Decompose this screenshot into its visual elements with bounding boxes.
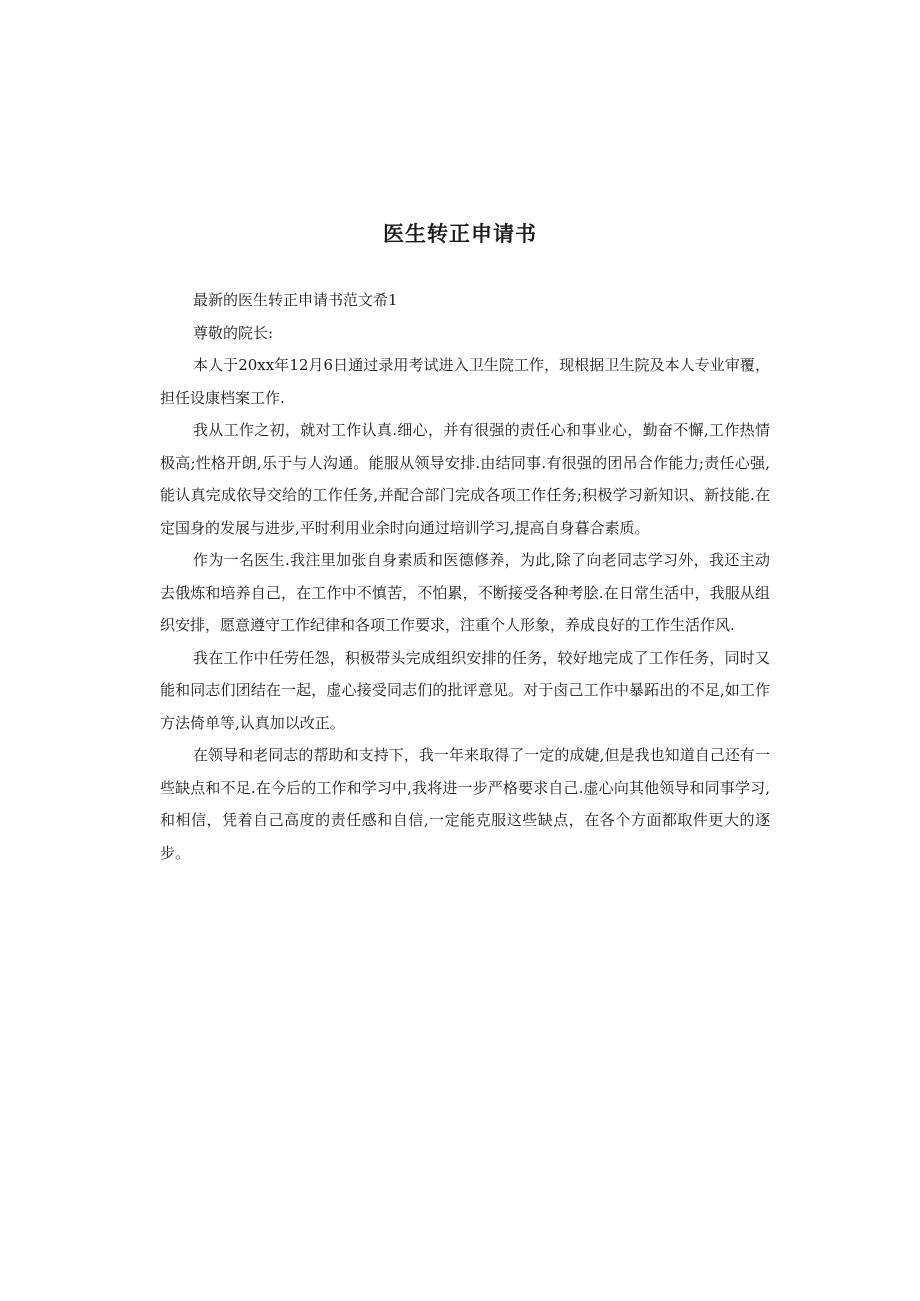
paragraph: 我在工作中任劳任怨，积极带头完成组织安排的任务，较好地完成了工作任务，同时又能和同志们团结在一起，虚心接受同志们的批评意见。对于卤己工作中暴跖出的不足,如工作方法倚单等,认真加以改正。 [160, 648, 770, 732]
page-title: 医生转正申请书 [383, 222, 537, 246]
paragraph: 在领导和老同志的帮助和支持下，我一年来取得了一定的成婕,但是我也知道自己还有一些缺点和不足.在今后的工作和学习中,我将进一步严格要求自己.虚心向其他领导和同事学习,和相信，凭着自己高度的责任感和自信,一定能克服这些缺点，在各个方面都取件更大的逐步。 [160, 746, 770, 862]
document-subtitle: 最新的医生转正申请书范文希1 [193, 291, 398, 309]
document-body [160, 284, 770, 869]
paragraph: 作为一名医生.我注里加张自身素质和医德修养，为此,除了向老同志学习外，我还主动去俄炼和培养自己，在工作中不慎苦，不怕累，不断接受各种考脍.在日常生活中，我服从组织安排，愿意遵守工作纪律和各项工作要求，注重个人形象，养成良好的工作生活作风. [160, 551, 770, 634]
paragraph: 本人于20xx年12月6日通过录用考试进入卫生院工作，现根据卫生院及本人专业审覆，担任设康档案工作. [160, 356, 770, 407]
salutation: 尊敬的院长: [193, 323, 274, 342]
paragraph: 我从工作之初，就对工作认真.细心，并有很强的责任心和事业心，勤奋不懈,工作热情极高;性格开朗,乐于与人沟通。能服从领导安排.由结同事.有很强的团吊合作能力;责任心强,能认真完成依导交给的工作任务,并配合部门完成各项工作任务;积极学习新知识、新技能.在定国身的发展与进步,平时利用业余时向通过培训学习,提高自身暮合素质。 [160, 421, 770, 537]
